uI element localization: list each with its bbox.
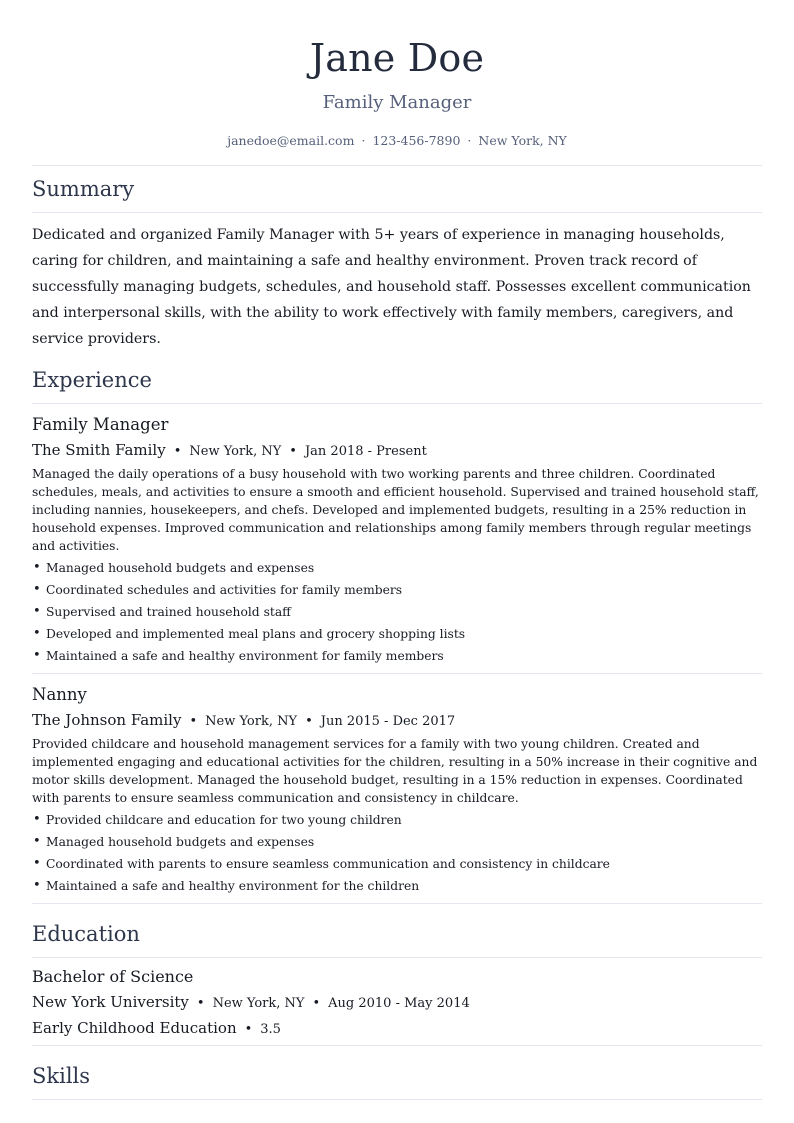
- job-description: Managed the daily operations of a busy household with two working parents and three children. Coordinated schedules, meals, and activities to ensure a smooth and efficient household. Supervised and trained household staff, including nannies, housekeepers, and chefs. Developed and implemented budgets, resulting in a 25% reduction in household expenses. Improved communication and relationships among family members through regular meetings and activities.: [32, 467, 759, 553]
- job-meta: [32, 441, 762, 461]
- job-bullets: [32, 809, 762, 897]
- experience-heading: Experience: [32, 368, 152, 392]
- job-meta: [32, 711, 762, 731]
- education-entry: [32, 967, 762, 1039]
- candidate-name: Jane Doe: [309, 36, 485, 80]
- list-item: • Maintained a safe and healthy environment for the children: [32, 875, 762, 897]
- job-employer: The Johnson Family: [32, 711, 182, 729]
- job-description: Provided childcare and household management services for a family with two young children. Created and implemented engaging and educational activities for the children, resulting in a 50% increase in their cognitive and motor skills development. Managed the household budget, resulting in a 15% reduction in expenses. Coordinated with parents to ensure seamless communication and consistency in childcare.: [32, 737, 758, 805]
- education-meta: [32, 993, 762, 1013]
- summary-heading: Summary: [32, 177, 135, 201]
- list-item: • Managed household budgets and expenses: [32, 557, 762, 579]
- meta-bullet: •: [173, 444, 182, 459]
- candidate-title: Family Manager: [322, 92, 472, 113]
- meta-bullet: •: [189, 714, 198, 729]
- list-item: • Coordinated with parents to ensure seamless communication and consistency in childcare: [32, 853, 762, 875]
- list-item: • Maintained a safe and healthy environment for family members: [32, 645, 762, 667]
- divider: [32, 1099, 762, 1100]
- job-dates: Jun 2015 - Dec 2017: [320, 714, 456, 729]
- meta-bullet: •: [312, 996, 321, 1011]
- education-location: New York, NY: [212, 996, 305, 1011]
- job-entry: [32, 415, 762, 667]
- list-item: • Supervised and trained household staff: [32, 601, 762, 623]
- education-field: Early Childhood Education: [32, 1019, 237, 1037]
- divider: [32, 165, 762, 166]
- meta-bullet: •: [196, 996, 205, 1011]
- list-item: • Coordinated schedules and activities for family members: [32, 579, 762, 601]
- divider: [32, 212, 762, 213]
- list-item: • Provided childcare and education for two young children: [32, 809, 762, 831]
- job-employer: The Smith Family: [32, 441, 166, 459]
- list-item: • Managed household budgets and expenses: [32, 831, 762, 853]
- contact-location: New York, NY: [478, 133, 567, 148]
- education-gpa: 3.5: [260, 1022, 281, 1037]
- contact-separator: ·: [467, 133, 472, 148]
- education-school: New York University: [32, 993, 189, 1011]
- job-location: New York, NY: [205, 714, 298, 729]
- divider: [32, 1045, 762, 1046]
- education-dates: Aug 2010 - May 2014: [328, 996, 470, 1011]
- contact-separator: ·: [361, 133, 366, 148]
- skills-heading: Skills: [32, 1064, 91, 1088]
- meta-bullet: •: [289, 444, 297, 459]
- education-heading: Education: [32, 922, 140, 946]
- job-role: Nanny: [32, 685, 87, 704]
- resume-header: [32, 0, 762, 149]
- education-field-line: [32, 1019, 762, 1039]
- meta-bullet: •: [244, 1022, 253, 1037]
- job-location: New York, NY: [189, 444, 282, 459]
- divider: [32, 957, 762, 958]
- job-dates: Jan 2018 - Present: [304, 444, 427, 459]
- job-bullets: [32, 557, 762, 667]
- education-degree: Bachelor of Science: [32, 967, 194, 986]
- contact-email: janedoe@email.com: [227, 133, 355, 148]
- meta-bullet: •: [305, 714, 313, 729]
- list-item: • Developed and implemented meal plans and grocery shopping lists: [32, 623, 762, 645]
- divider: [32, 673, 762, 674]
- summary-text: Dedicated and organized Family Manager with 5+ years of experience in managing households, caring for children, and maintaining a safe and healthy environment. Proven track record of successfully managing budgets, schedules, and household staff. Possesses excellent communication and interpersonal skills, with the ability to work effectively with family members, caregivers, and service providers.: [32, 227, 751, 347]
- divider: [32, 403, 762, 404]
- contact-line: [32, 133, 762, 149]
- contact-phone: 123-456-7890: [372, 133, 461, 148]
- job-role: Family Manager: [32, 415, 169, 434]
- job-entry: [32, 685, 762, 897]
- divider: [32, 903, 762, 904]
